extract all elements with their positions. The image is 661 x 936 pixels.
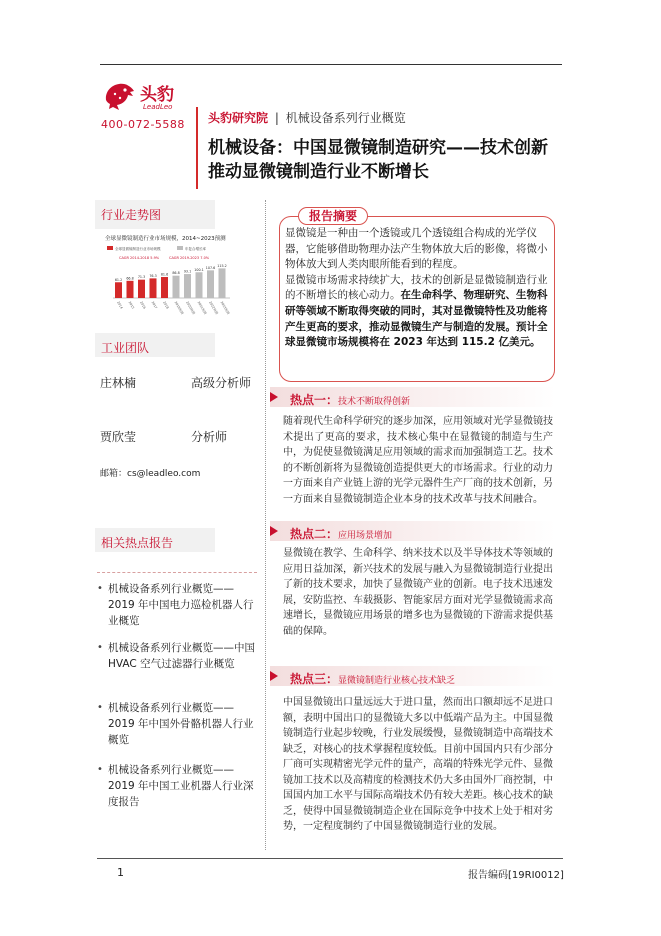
bullet-icon: •: [97, 764, 103, 775]
chart-title: 全球显微镜制造行业市场规模，2014~2023预测: [105, 236, 226, 242]
related-report-1[interactable]: 机械设备系列行业概览——2019 年中国电力巡检机器人行业概览: [108, 583, 254, 627]
related-heading: 相关热点报告: [95, 528, 215, 552]
legend-swatch-forecast: [177, 246, 183, 250]
chart-bar: [115, 282, 122, 298]
brand-name: 头豹: [140, 85, 174, 105]
page-number: 1: [117, 866, 124, 879]
chart-x-tick: 2018: [162, 300, 170, 310]
abstract-p1: 显微镜是一种由一个透镜或几个透镜组合构成的光学仪器，它能够借助物理办法产生物体放大后的影像，将微小物体放大到人类肉眼所能看到的程度。: [285, 227, 548, 271]
chart-bar-value: 115.2: [217, 263, 227, 268]
team-heading: 工业团队: [95, 333, 215, 357]
hotspot-1-text: 随着现代生命科学研究的逐步加深，应用领域对光学显微镜技术提出了更高的要求，技术核心集中在显微镜的制造与生产中，为促使显微镜满足应用领域的需求而加强制造工艺。技术的不断创新将为显微镜创造提供更大的市场需求。行业的动力一方面来自产业链上游的光学元器件生产厂商的技术创新，另一方面来自显微镜制造企业本身的技术改革与技术间融合。: [283, 416, 553, 505]
analyst-2-role: 分析师: [191, 430, 228, 444]
chart-x-tick: 2015: [127, 300, 136, 310]
chart-x-tick: 2016: [139, 300, 147, 310]
hotspot-1-header: [290, 389, 410, 408]
bullet-icon: •: [97, 702, 103, 713]
chart-x-tick: 2014: [116, 300, 124, 310]
hotspot-1-label: 热点一：: [290, 393, 339, 407]
hotspot-1-marker-icon: [270, 392, 278, 402]
legend-label-cagr: 年复合增长率: [185, 247, 206, 251]
hotspot-2-marker-icon: [270, 526, 278, 536]
chart-bar: [196, 272, 203, 298]
leopard-logo-icon: [103, 80, 137, 112]
legend-swatch-actual: [107, 246, 113, 250]
analyst-1-name: 庄林楠: [100, 376, 137, 390]
abstract-text: [285, 226, 553, 351]
chart-x-tick: 2017: [150, 300, 159, 310]
abstract-p2: [285, 273, 553, 351]
trend-chart-svg: [103, 232, 263, 328]
legend-label-actual: 全球显微镜制造行业市场规模: [115, 247, 161, 251]
related-report-3[interactable]: 机械设备系列行业概览——2019 年中国外骨骼机器人行业概览: [108, 702, 254, 746]
institute-name: 头豹研究院: [208, 111, 269, 125]
chart-bar-value: 81.6: [160, 272, 169, 277]
hotspot-3-marker-icon: [270, 671, 278, 681]
analyst-2-name: 贾欣莹: [100, 430, 137, 444]
footer-rule: [97, 858, 563, 859]
hotspot-1-sub: 技术不断取得创新: [338, 397, 411, 407]
column-divider: [265, 200, 266, 850]
chart-bar-value: 71.3: [137, 275, 146, 280]
chart-x-tick: 2021预测: [196, 300, 208, 316]
chart-bar-value: 66.8: [126, 276, 134, 281]
series-separator: |: [274, 111, 279, 125]
page-title: 机械设备：中国显微镜制造研究——技术创新推动显微镜制造行业不断增长: [208, 138, 548, 182]
chart-bar: [184, 274, 191, 298]
top-rule: [100, 64, 562, 65]
related-report-2[interactable]: 机械设备系列行业概览——中国 HVAC 空气过滤器行业概览: [108, 642, 255, 670]
hotspot-2-label: 热点二：: [290, 527, 339, 541]
cagr-label-1: CAGR 2014-2018 5.9%: [119, 256, 160, 260]
hotspot-3-sub: 显微镜制造行业核心技术缺乏: [338, 676, 456, 686]
bullet-icon: •: [97, 642, 103, 653]
chart-bar-value: 107.6: [205, 265, 216, 270]
related-report-4[interactable]: 机械设备系列行业概览——2019 年中国工业机器人行业深度报告: [108, 764, 254, 808]
contact-email[interactable]: 邮箱：cs@leadleo.com: [100, 469, 201, 479]
abstract-p2-bold: 在生命科学、物理研究、生物科研等领域不断取得突破的同时，其对显微镜特性及功能将产生更高的要求，推动显微镜生产与制造的发展。预计全球显微镜市场规模将在 2023 年达到 115.2 亿美元。: [285, 289, 548, 349]
chart-bar: [150, 278, 157, 298]
chart-bar-value: 76.3: [149, 273, 157, 278]
report-code: 报告编码[19RI0012]: [468, 870, 564, 881]
chart-bar-value: 61.2: [114, 277, 123, 282]
bullet-icon: •: [97, 583, 103, 594]
chart-bar-value: 86.8: [172, 271, 180, 276]
chart-bar: [207, 270, 214, 298]
series-line: [208, 109, 406, 126]
abstract-heading: 报告摘要: [298, 207, 368, 225]
hotspot-2-header: [290, 523, 392, 542]
chart-bar: [161, 277, 168, 298]
cagr-label-2: CAGR 2019-2023 7.0%: [169, 256, 210, 260]
hotspot-2-text: 显微镜在教学、生命科学、纳米技术以及半导体技术等领域的应用日益加深，新兴技术的发展与融入为显微镜制造行业提出了新的技术要求，加快了显微镜产业的创新。电子技术迅速发展，安防监控、车载摄影、智能家居方面对光学显微镜需求高速增长，显微镜应用场景的增多也为显微镜的下游需求提供基础的保障。: [283, 548, 553, 637]
chart-x-tick: 2019预测: [173, 300, 185, 316]
chart-bar: [219, 268, 226, 298]
analyst-1-role: 高级分析师: [191, 376, 252, 390]
chart-x-tick: 2022预测: [208, 300, 219, 316]
chart-x-tick: 2020预测: [185, 300, 196, 316]
phone-number: 400-072-5588: [101, 118, 185, 131]
brand-subtitle: LeadLeo: [143, 103, 173, 111]
chart-bar: [138, 280, 145, 298]
chart-bar: [173, 276, 180, 298]
related-divider: [97, 572, 257, 573]
hotspot-3-header: [290, 668, 455, 687]
abstract-p2-plain: 显微镜市场需求持续扩大，技术的创新是显微镜制造行业的不断增长的核心动力。: [285, 273, 548, 302]
series-name: 机械设备系列行业概览: [285, 111, 406, 125]
chart-bar-value: 100.1: [194, 267, 204, 272]
chart-x-tick: 2023预测: [219, 300, 231, 316]
chart-bar-value: 93.1: [183, 269, 192, 274]
hotspot-3-label: 热点三：: [290, 672, 339, 686]
hotspot-3-text: 中国显微镜出口量远远大于进口量，然而出口额却远不足进口额，表明中国出口的显微镜大多以中低端产品为主。中国显微镜制造行业起步较晚，行业发展缓慢，显微镜制造中高端技术缺乏，对核心的技术掌握程度较低。目前中国国内只有少部分厂商可实现精密光学元件的量产，高端的特殊光学元件、显微镜加工技术以及高精度的检测技术仍大多由国外厂商控制，中国国内加工水平与国际高端技术仍有较大差距。核心技术的缺乏，使得中国显微镜制造企业在国际竞争中技术上处于相对劣势，一定程度制约了中国显微镜制造行业的发展。: [283, 697, 553, 832]
trend-chart: [103, 232, 263, 328]
header-accent-line: [196, 107, 198, 189]
chart-bar: [127, 281, 134, 298]
trend-heading: 行业走势图: [95, 200, 215, 229]
hotspot-2-sub: 应用场景增加: [338, 531, 393, 541]
